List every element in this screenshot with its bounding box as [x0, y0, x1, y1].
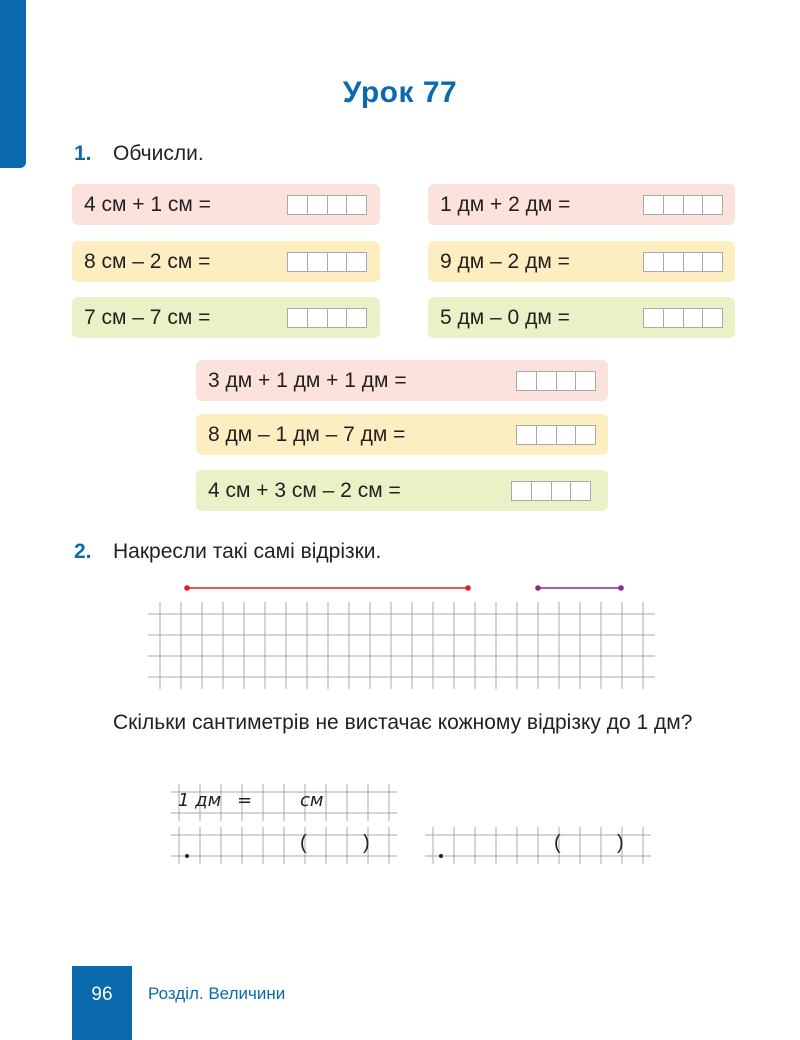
worked-equals: = — [237, 790, 253, 811]
segment-purple — [535, 585, 624, 591]
task-1-instruction: Обчисли. — [113, 142, 204, 165]
segment-red — [184, 585, 471, 591]
page-title: Урок 77 — [342, 76, 458, 109]
equation-8: 8 дм – 1 дм – 7 дм = — [196, 414, 608, 455]
start-dot — [185, 854, 189, 858]
task-2-number: 2. — [74, 540, 92, 563]
open-bracket: ( — [300, 832, 307, 854]
start-dot — [439, 854, 443, 858]
equation-9: 4 см + 3 см – 2 см = — [196, 470, 608, 511]
page-number: 96 — [91, 984, 113, 1005]
close-bracket: ) — [363, 832, 370, 854]
equation-6: 5 дм – 0 дм = — [428, 297, 735, 338]
equation-4: 9 дм – 2 дм = — [428, 241, 735, 282]
equation-5: 7 см – 7 см = — [72, 297, 380, 338]
worked-unit: см — [300, 790, 324, 811]
task-2-question: Скільки сантиметрів не вистачає кожному відрізку до 1 дм? — [113, 711, 693, 734]
section-title: Розділ. Величини — [148, 984, 286, 1003]
equation-7: 3 дм + 1 дм + 1 дм = — [196, 360, 608, 401]
worked-left: 1 дм — [178, 790, 222, 811]
open-bracket: ( — [554, 832, 561, 854]
equation-3: 8 см – 2 см = — [72, 241, 380, 282]
task-2-instruction: Накресли такі самі відрізки. — [113, 540, 382, 563]
equation-1: 4 см + 1 см = — [72, 184, 380, 225]
close-bracket: ) — [617, 832, 624, 854]
equation-2: 1 дм + 2 дм = — [428, 184, 735, 225]
drawing-grid[interactable] — [148, 602, 655, 689]
task-1-number: 1. — [74, 142, 92, 165]
